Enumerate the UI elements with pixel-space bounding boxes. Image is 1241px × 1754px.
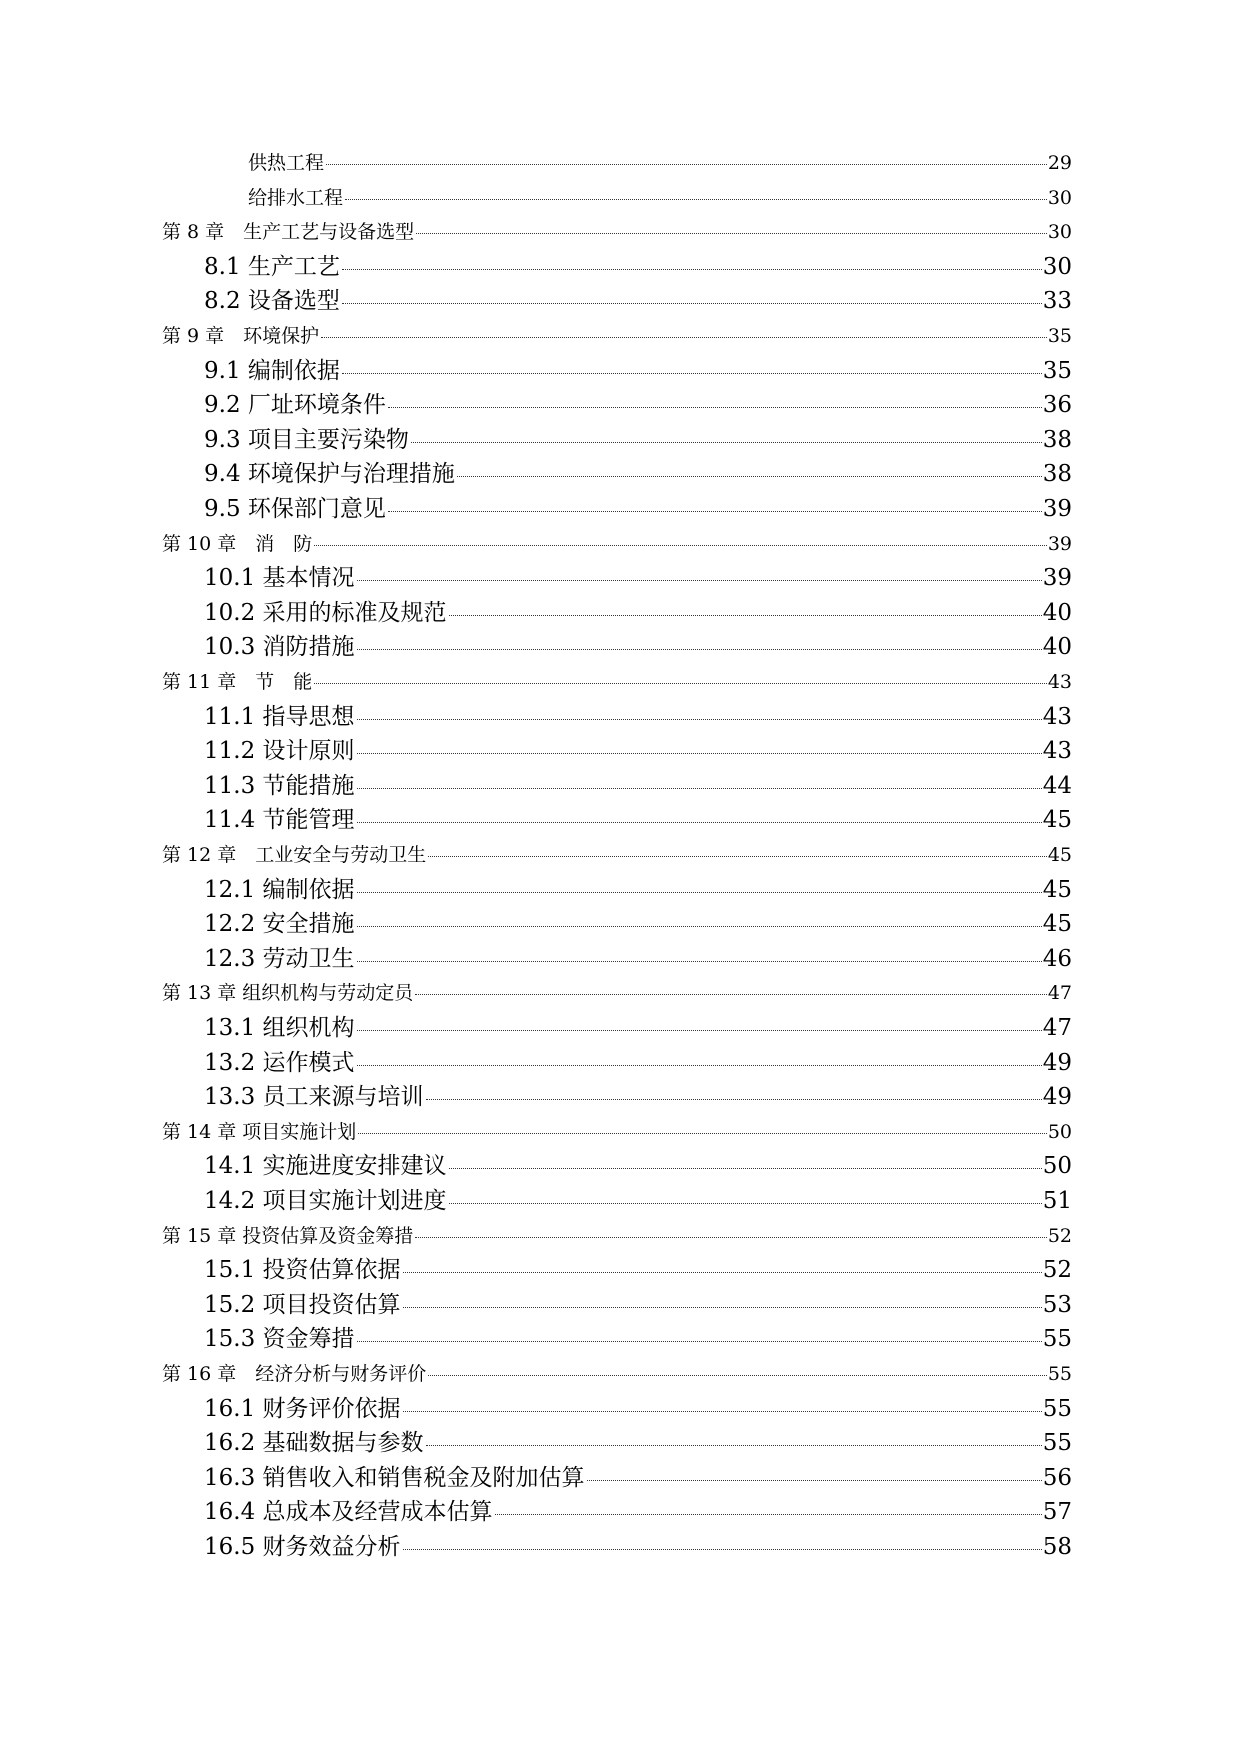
toc-entry-page-number: 55 bbox=[1042, 1326, 1072, 1353]
toc-entry[interactable] bbox=[204, 282, 1072, 315]
toc-entry-page-number: 45 bbox=[1042, 807, 1072, 834]
toc-entry-title: 16.3 销售收入和销售税金及附加估算 bbox=[204, 1464, 585, 1491]
toc-entry-title: 12.3 劳动卫生 bbox=[204, 945, 355, 972]
toc-entry-title: 9.3 项目主要污染物 bbox=[204, 426, 409, 453]
toc-chapter-entry[interactable] bbox=[162, 529, 1072, 556]
toc-entry-page-number: 40 bbox=[1042, 599, 1072, 626]
dot-leader bbox=[345, 199, 1047, 200]
toc-entry[interactable] bbox=[204, 1286, 1072, 1319]
dot-leader bbox=[314, 545, 1047, 546]
toc-entry[interactable] bbox=[204, 767, 1072, 800]
dot-leader bbox=[357, 892, 1042, 893]
toc-entry-title: 第 9 章 环境保护 bbox=[162, 325, 320, 347]
toc-entry-page-number: 43 bbox=[1042, 738, 1072, 765]
toc-entry[interactable] bbox=[204, 386, 1072, 419]
toc-entry-title: 9.1 编制依据 bbox=[204, 357, 340, 384]
toc-entry-page-number: 50 bbox=[1047, 1120, 1072, 1143]
dot-leader bbox=[357, 649, 1042, 650]
toc-entry-page-number: 33 bbox=[1042, 288, 1072, 315]
toc-entry-page-number: 53 bbox=[1042, 1291, 1072, 1318]
toc-entry-page-number: 56 bbox=[1042, 1464, 1072, 1491]
toc-entry-title: 16.2 基础数据与参数 bbox=[204, 1430, 424, 1457]
toc-chapter-entry[interactable] bbox=[162, 217, 1072, 244]
toc-entry-title: 9.4 环境保护与治理措施 bbox=[204, 461, 455, 488]
toc-entry-title: 8.1 生产工艺 bbox=[204, 253, 340, 280]
toc-entry-page-number: 43 bbox=[1047, 671, 1072, 693]
toc-entry-page-number: 39 bbox=[1042, 565, 1072, 592]
toc-entry-title: 10.2 采用的标准及规范 bbox=[204, 599, 447, 626]
toc-entry-page-number: 44 bbox=[1042, 772, 1072, 799]
toc-entry-title: 13.2 运作模式 bbox=[204, 1049, 355, 1076]
toc-chapter-entry[interactable] bbox=[162, 978, 1072, 1005]
toc-entry-title: 给排水工程 bbox=[248, 186, 344, 209]
toc-entry-title: 14.2 项目实施计划进度 bbox=[204, 1188, 447, 1214]
toc-entry-title: 11.1 指导思想 bbox=[204, 703, 355, 730]
dot-leader bbox=[326, 164, 1047, 165]
toc-entry[interactable] bbox=[204, 421, 1072, 454]
dot-leader bbox=[388, 511, 1042, 512]
toc-chapter-entry[interactable] bbox=[162, 321, 1072, 348]
toc-entry-page-number: 38 bbox=[1042, 461, 1072, 488]
toc-entry[interactable] bbox=[204, 1182, 1072, 1215]
toc-entry[interactable] bbox=[204, 905, 1072, 938]
toc-entry[interactable] bbox=[204, 1078, 1072, 1111]
dot-leader bbox=[428, 1375, 1047, 1376]
toc-entry-page-number: 45 bbox=[1042, 911, 1072, 938]
toc-chapter-entry[interactable] bbox=[162, 667, 1072, 694]
toc-entry[interactable] bbox=[204, 1320, 1072, 1353]
dot-leader bbox=[388, 407, 1042, 408]
toc-entry[interactable] bbox=[204, 698, 1072, 731]
toc-entry-page-number: 30 bbox=[1042, 253, 1072, 280]
toc-entry-title: 第 13 章 组织机构与劳动定员 bbox=[162, 982, 414, 1005]
toc-entry[interactable] bbox=[204, 455, 1072, 488]
toc-entry-page-number: 36 bbox=[1042, 392, 1072, 419]
toc-entry[interactable] bbox=[204, 352, 1072, 385]
toc-entry-title: 13.3 员工来源与培训 bbox=[204, 1084, 424, 1111]
toc-entry[interactable] bbox=[204, 940, 1072, 973]
toc-entry-title: 12.2 安全措施 bbox=[204, 911, 355, 938]
toc-entry-title: 10.3 消防措施 bbox=[204, 634, 355, 661]
toc-entry-page-number: 52 bbox=[1042, 1257, 1072, 1284]
toc-entry-title: 16.4 总成本及经营成本估算 bbox=[204, 1499, 493, 1526]
toc-entry-page-number: 49 bbox=[1042, 1049, 1072, 1076]
toc-entry-title: 16.5 财务效益分析 bbox=[204, 1534, 401, 1560]
toc-entry-title: 供热工程 bbox=[248, 152, 325, 174]
toc-entry-page-number: 30 bbox=[1047, 186, 1072, 209]
toc-entry[interactable] bbox=[204, 801, 1072, 834]
dot-leader bbox=[357, 1065, 1042, 1066]
toc-entry-title: 9.2 厂址环境条件 bbox=[204, 392, 386, 419]
toc-entry-page-number: 30 bbox=[1047, 221, 1072, 244]
toc-entry-page-number: 45 bbox=[1042, 876, 1072, 903]
toc-entry[interactable] bbox=[248, 148, 1072, 175]
toc-entry-page-number: 40 bbox=[1042, 634, 1072, 661]
toc-entry-title: 第 16 章 经济分析与财务评价 bbox=[162, 1363, 427, 1385]
toc-entry-page-number: 39 bbox=[1047, 532, 1072, 555]
dot-leader bbox=[314, 683, 1047, 684]
dot-leader bbox=[357, 1341, 1042, 1342]
toc-entry-page-number: 43 bbox=[1042, 703, 1072, 730]
toc-entry-title: 10.1 基本情况 bbox=[204, 565, 355, 592]
toc-entry[interactable] bbox=[204, 1009, 1072, 1042]
dot-leader bbox=[342, 303, 1042, 304]
toc-entry-title: 11.4 节能管理 bbox=[204, 807, 355, 834]
toc-entry-title: 9.5 环保部门意见 bbox=[204, 496, 386, 522]
dot-leader bbox=[403, 1411, 1042, 1412]
toc-entry-title: 第 10 章 消 防 bbox=[162, 532, 313, 555]
toc-entry-page-number: 55 bbox=[1047, 1363, 1072, 1385]
toc-entry-page-number: 49 bbox=[1042, 1084, 1072, 1111]
toc-chapter-entry[interactable] bbox=[162, 1221, 1072, 1248]
toc-entry-page-number: 29 bbox=[1047, 152, 1072, 174]
dot-leader bbox=[357, 719, 1042, 720]
dot-leader bbox=[457, 476, 1042, 477]
toc-chapter-entry[interactable] bbox=[162, 840, 1072, 867]
toc-entry[interactable] bbox=[204, 1147, 1072, 1180]
toc-entry-page-number: 50 bbox=[1042, 1153, 1072, 1180]
toc-entry-page-number: 45 bbox=[1047, 844, 1072, 866]
toc-entry-title: 第 12 章 工业安全与劳动卫生 bbox=[162, 844, 427, 866]
dot-leader bbox=[357, 580, 1042, 581]
dot-leader bbox=[342, 269, 1042, 270]
dot-leader bbox=[357, 753, 1042, 754]
dot-leader bbox=[357, 926, 1042, 927]
toc-entry[interactable] bbox=[204, 628, 1072, 661]
toc-entry[interactable] bbox=[204, 1493, 1072, 1526]
dot-leader bbox=[357, 788, 1042, 789]
toc-entry[interactable] bbox=[204, 871, 1072, 904]
dot-leader bbox=[587, 1480, 1042, 1481]
toc-entry[interactable] bbox=[204, 1528, 1072, 1561]
toc-entry-page-number: 51 bbox=[1042, 1188, 1072, 1214]
toc-entry-title: 第 8 章 生产工艺与设备选型 bbox=[162, 221, 415, 244]
dot-leader bbox=[428, 856, 1047, 857]
dot-leader bbox=[495, 1514, 1042, 1515]
toc-entry[interactable] bbox=[204, 1390, 1072, 1423]
toc-entry-title: 16.1 财务评价依据 bbox=[204, 1395, 401, 1422]
dot-leader bbox=[449, 1168, 1042, 1169]
toc-entry-title: 11.2 设计原则 bbox=[204, 738, 355, 765]
dot-leader bbox=[426, 1445, 1042, 1446]
toc-entry-page-number: 35 bbox=[1047, 325, 1072, 347]
toc-chapter-entry[interactable] bbox=[162, 1359, 1072, 1386]
toc-entry[interactable] bbox=[204, 248, 1072, 281]
dot-leader bbox=[357, 822, 1042, 823]
toc-entry-page-number: 47 bbox=[1042, 1015, 1072, 1041]
dot-leader bbox=[411, 442, 1042, 443]
toc-entry-title: 13.1 组织机构 bbox=[204, 1015, 355, 1041]
dot-leader bbox=[449, 615, 1042, 616]
dot-leader bbox=[342, 373, 1042, 374]
toc-entry[interactable] bbox=[204, 1044, 1072, 1077]
toc-entry-title: 15.2 项目投资估算 bbox=[204, 1291, 401, 1318]
toc-entry-page-number: 39 bbox=[1042, 496, 1072, 522]
toc-entry[interactable] bbox=[204, 1251, 1072, 1284]
toc-entry[interactable] bbox=[204, 559, 1072, 592]
dot-leader bbox=[416, 233, 1047, 234]
toc-entry[interactable] bbox=[204, 1459, 1072, 1492]
dot-leader bbox=[403, 1549, 1042, 1550]
toc-entry-title: 15.3 资金筹措 bbox=[204, 1326, 355, 1353]
toc-entry[interactable] bbox=[204, 1424, 1072, 1457]
toc-chapter-entry[interactable] bbox=[162, 1117, 1072, 1144]
dot-leader bbox=[403, 1272, 1042, 1273]
toc-entry[interactable] bbox=[248, 183, 1072, 210]
toc-entry-page-number: 57 bbox=[1042, 1499, 1072, 1526]
dot-leader bbox=[358, 1133, 1047, 1134]
toc-entry-title: 15.1 投资估算依据 bbox=[204, 1257, 401, 1284]
toc-entry[interactable] bbox=[204, 732, 1072, 765]
toc-entry-page-number: 46 bbox=[1042, 945, 1072, 972]
toc-entry-title: 8.2 设备选型 bbox=[204, 288, 340, 315]
toc-entry-title: 第 11 章 节 能 bbox=[162, 671, 313, 693]
toc-entry[interactable] bbox=[204, 594, 1072, 627]
toc-entry-page-number: 35 bbox=[1042, 357, 1072, 384]
toc-entry-page-number: 55 bbox=[1042, 1430, 1072, 1457]
dot-leader bbox=[449, 1203, 1042, 1204]
dot-leader bbox=[415, 1237, 1047, 1238]
dot-leader bbox=[357, 1030, 1042, 1031]
toc-entry-page-number: 55 bbox=[1042, 1395, 1072, 1422]
dot-leader bbox=[415, 994, 1047, 995]
toc-entry-title: 12.1 编制依据 bbox=[204, 876, 355, 903]
toc-entry-title: 第 14 章 项目实施计划 bbox=[162, 1120, 357, 1143]
toc-entry-title: 14.1 实施进度安排建议 bbox=[204, 1153, 447, 1180]
dot-leader bbox=[403, 1307, 1042, 1308]
toc-entry-title: 11.3 节能措施 bbox=[204, 772, 355, 799]
toc-entry-title: 第 15 章 投资估算及资金筹措 bbox=[162, 1224, 414, 1247]
toc-entry-page-number: 52 bbox=[1047, 1224, 1072, 1247]
toc-entry-page-number: 58 bbox=[1042, 1534, 1072, 1560]
dot-leader bbox=[321, 337, 1047, 338]
dot-leader bbox=[426, 1099, 1042, 1100]
toc-entry-page-number: 47 bbox=[1047, 982, 1072, 1005]
dot-leader bbox=[357, 961, 1042, 962]
toc-entry-page-number: 38 bbox=[1042, 426, 1072, 453]
toc-entry[interactable] bbox=[204, 490, 1072, 523]
